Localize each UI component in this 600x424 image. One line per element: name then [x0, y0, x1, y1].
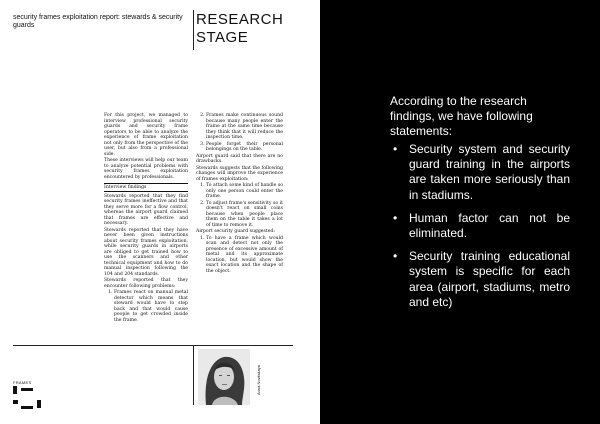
bullet-icon: • [393, 249, 398, 264]
steward-suggestions-list [196, 183, 283, 228]
list-item [390, 249, 570, 310]
paragraph: Stewards reported that they encounter following problems: [104, 278, 188, 289]
statements-intro: According to the research findings, we have following statements: [390, 94, 533, 138]
section-title-text: RESEARCH STAGE [196, 11, 284, 46]
paragraph: Stewards reported that they have never been given instructions about security frames exploitation, while security guards in airports are obliged to get trained how to use the scanners and other technical equipment and how to do manual inspection following the 104 and 204 standards. [104, 227, 188, 277]
guard-suggestions-list [196, 236, 283, 275]
statements-list [390, 142, 570, 318]
paragraph: These interviews will help our team to analyze potential problems with security frames exploitation encountered by professionals. [104, 158, 188, 180]
statement-text: Security training educational system is specific for each area (airport, stadiums, metro and etc) [409, 249, 570, 309]
author-photo [198, 349, 250, 405]
frames-label: FRAMES [13, 380, 32, 385]
bullet-icon: • [393, 142, 398, 156]
subheading: Interview findings [104, 183, 188, 192]
list-item: 2. To adjust frame's sensitivity so it doesn't react on small coins because when people place them on the table it takes a lot of time to remove it. [206, 201, 283, 229]
paragraph: For this project, we managed to interview professional security guards and security frame operators to be able to analyze the experience of frame exploitation not only from the perspective of the user, but also from a professional side. [104, 113, 188, 157]
paragraph: Airport security guard suggested: [196, 229, 275, 234]
author-caption: Anna Novitskaya [256, 364, 261, 395]
list-item: 3. People forget their personal belongings on the table. [206, 142, 283, 153]
title-divider [193, 10, 194, 50]
statement-text: Human factor can not be eliminated. [409, 210, 570, 241]
list-item: 1. To have a frame which would scan and detect not only the presence of excessive amount of metal and its approximate location, but would show the exact location and the shape of the object. [206, 236, 283, 275]
list-item: 1. To attach some kind of handle so only one person could enter the frame. [206, 183, 283, 200]
report-title: security frames exploitation report: stewards & security guards [13, 14, 183, 29]
problems-list-continued [196, 113, 283, 153]
footer-vertical-divider [193, 345, 194, 405]
paragraph: Stewards reported that they find security frames ineffective and that they serve more for a flow control, whereas the airport guard claimed that frames are effective and necessary. [104, 193, 188, 226]
footer-divider [13, 345, 293, 346]
list-item: 2. Frames make continuous sound because many people enter the frame at the same time because they think that it will reduce the inspection time. [206, 113, 283, 141]
list-item [390, 211, 570, 241]
column-1 [104, 113, 188, 324]
frames-logo-icon [13, 386, 43, 410]
bullet-icon: • [393, 210, 398, 225]
list-item: 1. Frames react on manual metal detector which means that steward would have to step back and that would cause people to get crowded inside the frame. [114, 290, 188, 323]
column-2 [196, 113, 283, 275]
paragraph: Airport guard said that there are no drawbacks. [196, 153, 283, 164]
paragraph: Stewards suggests that the following changes will improve the experience of frames exploitation: [196, 165, 283, 182]
statement-text: Security system and security guard training in the airports are taken more seriously than in stadiums. [409, 142, 570, 202]
problems-list [104, 290, 188, 323]
section-title [196, 11, 284, 47]
list-item [390, 142, 570, 203]
